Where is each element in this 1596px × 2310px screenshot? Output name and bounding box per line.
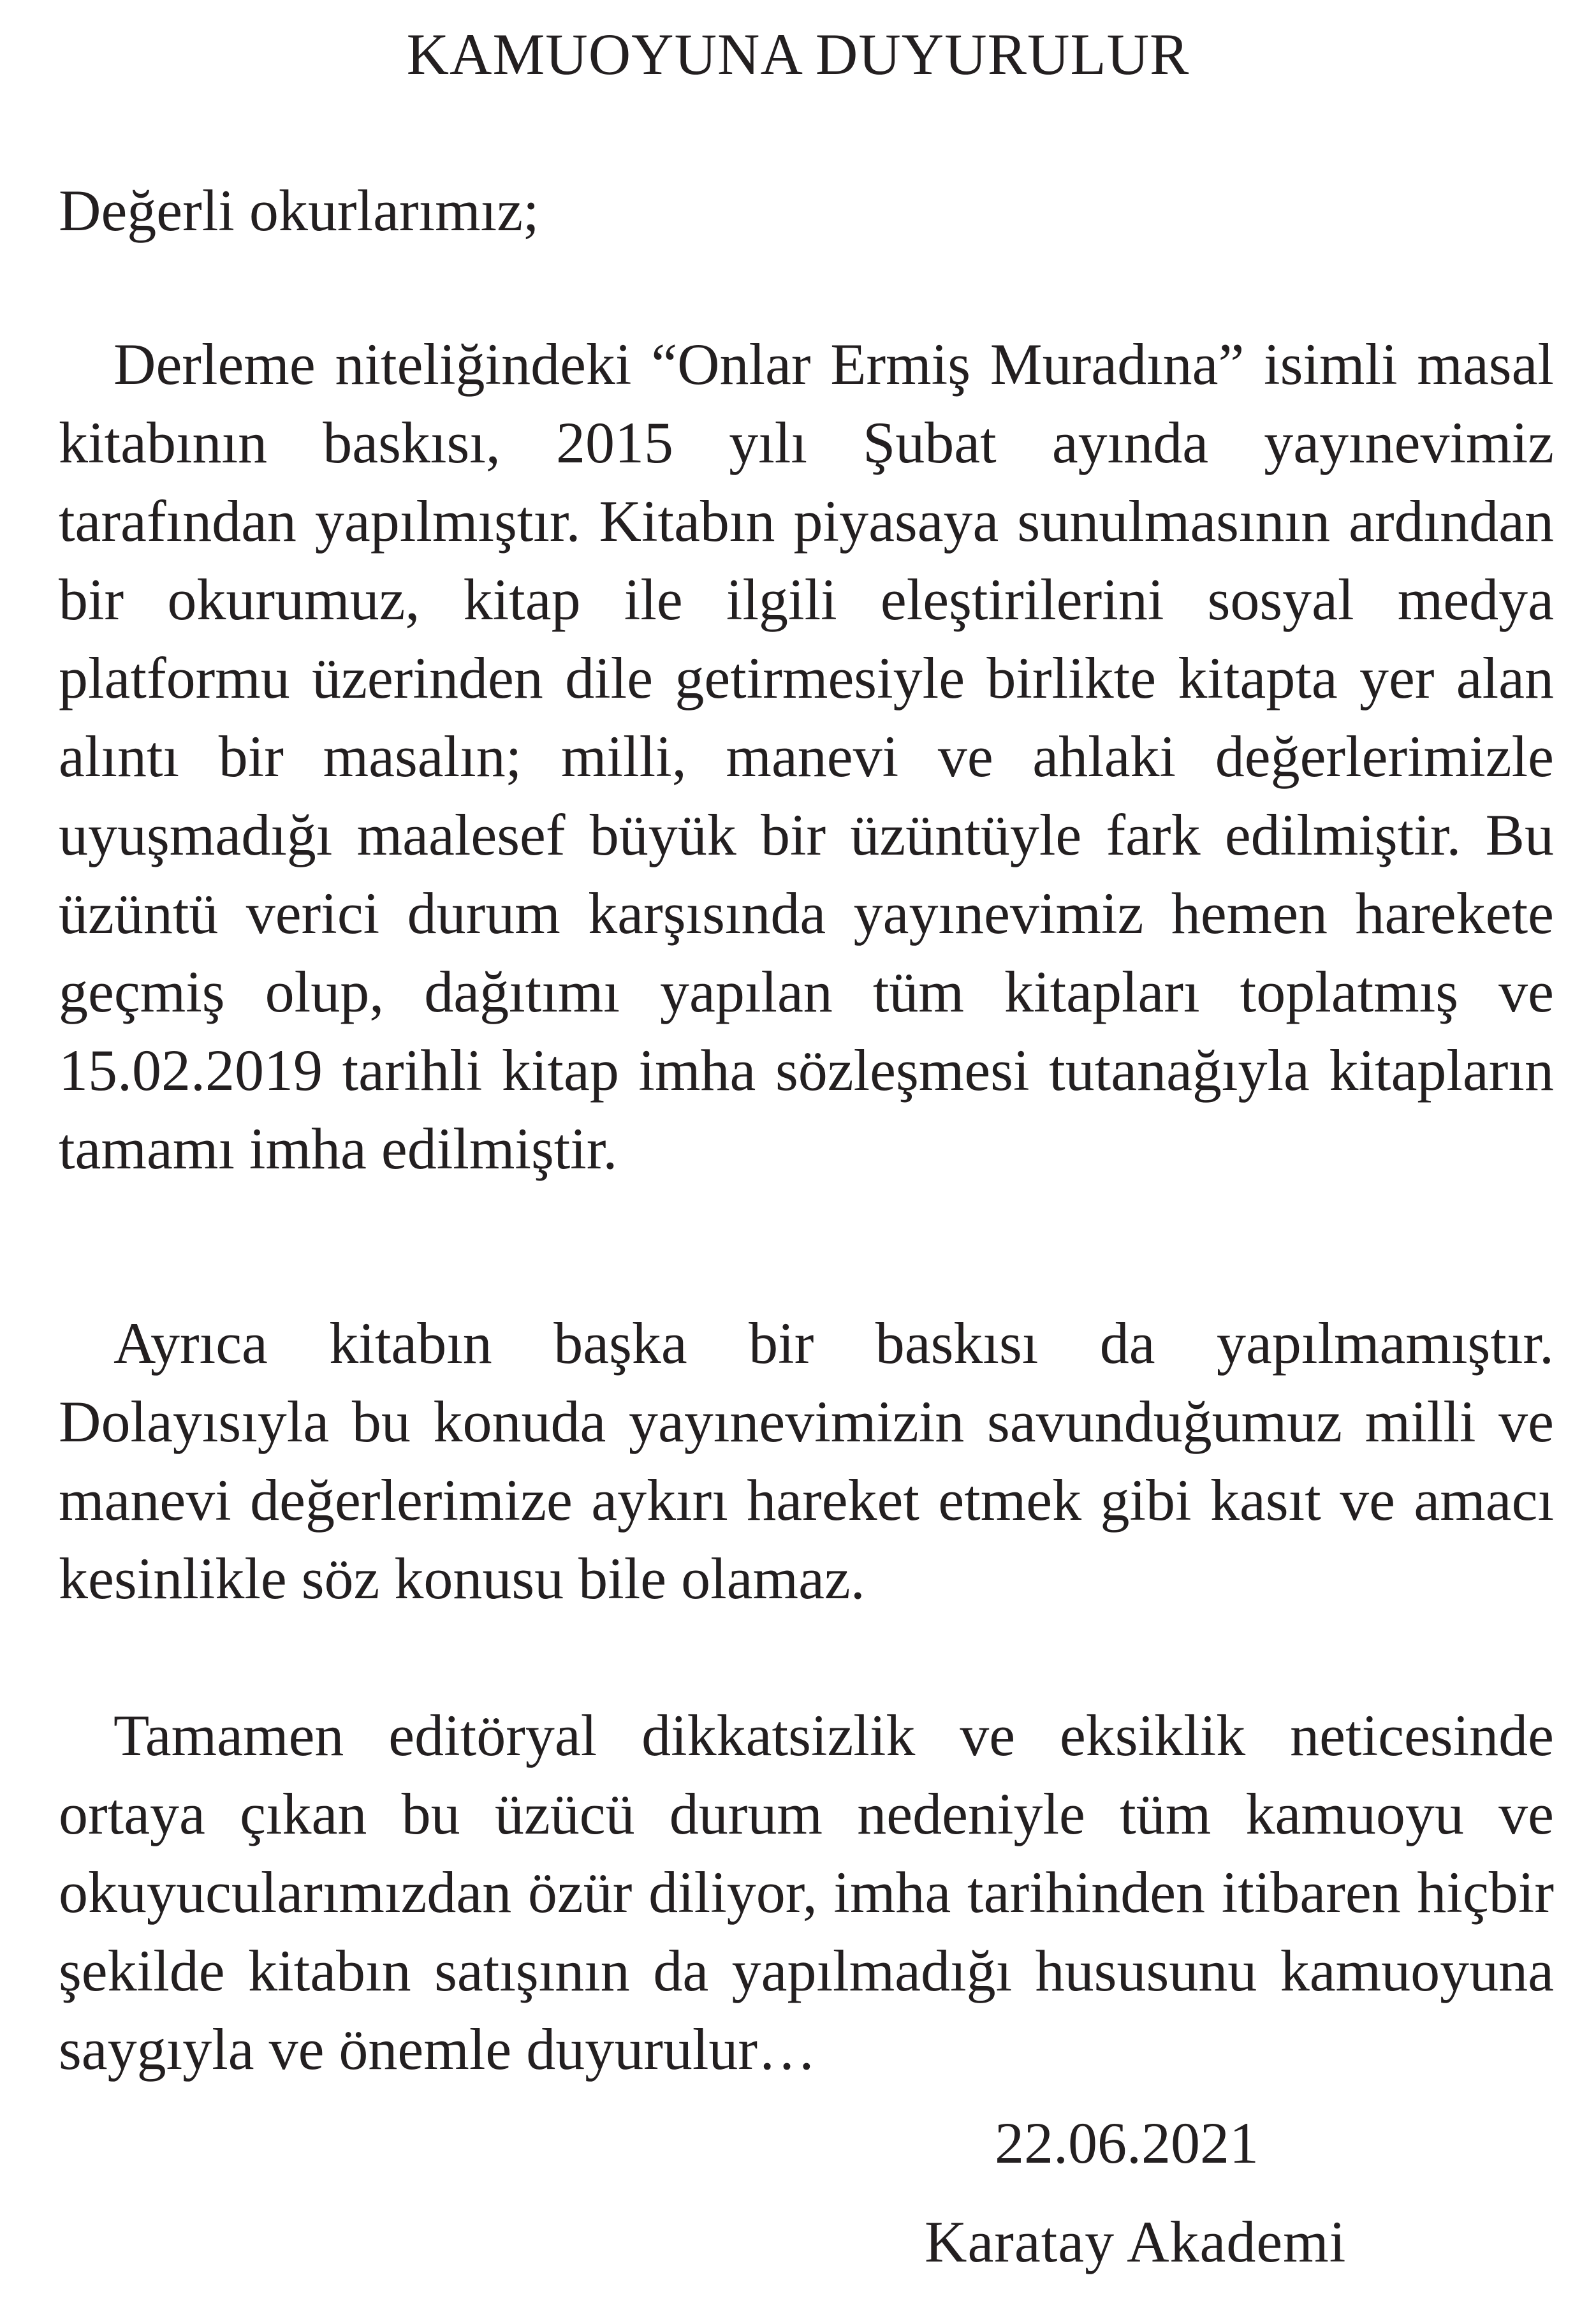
paragraph-3: Tamamen editöryal dikkatsizlik ve eksiklik neticesinde ortaya çıkan bu üzücü durum nedeniyle tüm kamuoyu ve okuyucularımızdan özür diliyor, imha tarihinden itibaren hiçbir şekilde kitabın satışının da yapılmadığı hususunu kamuoyuna saygıyla ve önemle duyurulur… bbox=[59, 1703, 1554, 2082]
paragraph-1: Derleme niteliğindeki “Onlar Ermiş Muradına” isimli masal kitabının baskısı, 2015 yılı Şubat ayında yayınevimiz tarafından yapılmıştır. Kitabın piyasaya sunulmasının ardından bir okurumuz, kitap ile ilgili eleştirilerini sosyal medya platformu üzerinden dile getirmesiyle birlikte kitapta yer alan alıntı bir masalın; milli, manevi ve ahlaki değerlerimizle uyuşmadığı maalesef büyük bir üzüntüyle fark edilmiştir. Bu üzüntü verici durum karşısında yayınevimiz hemen harekete geçmiş olup, dağıtımı yapılan tüm kitapları toplatmış ve 15.02.2019 tarihli kitap imha sözleşmesi tutanağıyla kitapların tamamı imha edilmiştir. bbox=[59, 332, 1554, 1181]
paragraph-2: Ayrıca kitabın başka bir baskısı da yapılmamıştır. Dolayısıyla bu konuda yayınevimizin savunduğumuz milli ve manevi değerlerimize aykırı hareket etmek gibi kasıt ve amacı kesinlikle söz konusu bile olamaz. bbox=[59, 1311, 1554, 1611]
announcement-date: 22.06.2021 bbox=[995, 2110, 1259, 2175]
signer-name: Karatay Akademi bbox=[925, 2209, 1347, 2274]
salutation: Değerli okurlarımız; bbox=[59, 178, 539, 243]
page-title: KAMUOYUNA DUYURULUR bbox=[406, 22, 1190, 87]
